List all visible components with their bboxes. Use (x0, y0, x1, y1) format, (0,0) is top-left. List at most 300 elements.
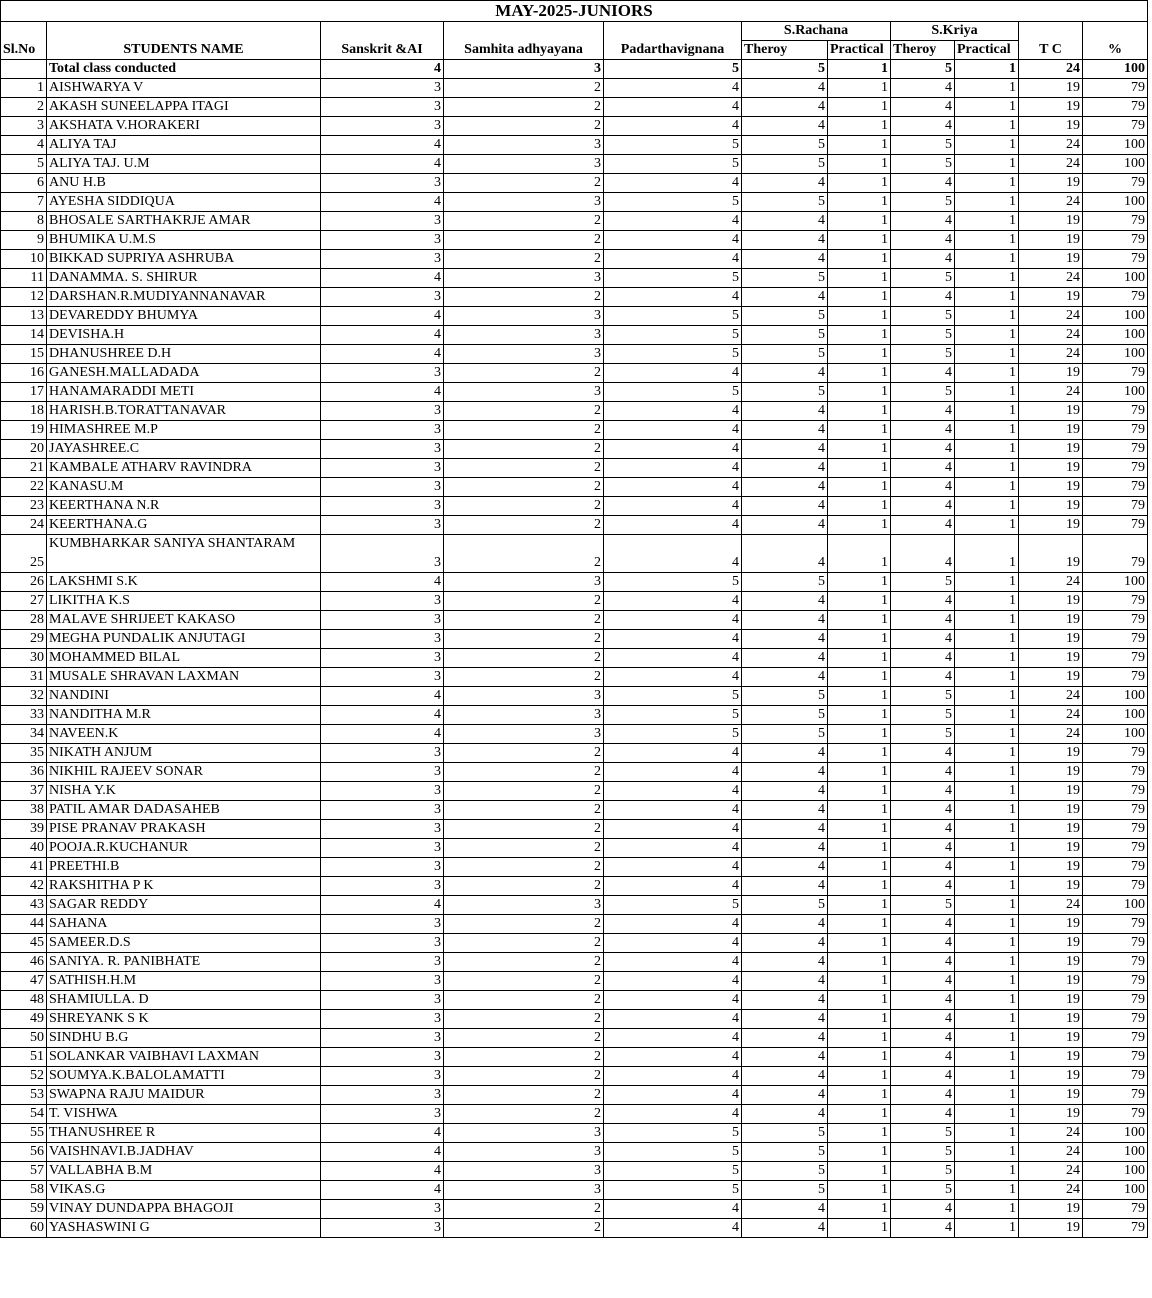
row-cell: 100 (1083, 136, 1148, 155)
row-student-name: POOJA.R.KUCHANUR (47, 839, 321, 858)
header-samhita: Samhita adhyayana (444, 41, 604, 60)
header-kriya-practical: Practical (955, 41, 1019, 60)
table-row (1, 136, 1148, 155)
row-cell: 5 (742, 193, 828, 212)
row-cell: 1 (955, 1200, 1019, 1219)
header-padartha: Padarthavignana (604, 41, 742, 60)
row-cell: 19 (1019, 212, 1083, 231)
row-cell: 4 (742, 744, 828, 763)
row-slno: 17 (1, 383, 47, 402)
row-cell: 4 (891, 440, 955, 459)
row-cell: 5 (891, 1162, 955, 1181)
row-cell: 3 (321, 649, 444, 668)
row-cell: 1 (828, 535, 891, 573)
row-student-name: VINAY DUNDAPPA BHAGOJI (47, 1200, 321, 1219)
row-cell: 3 (444, 573, 604, 592)
row-cell: 4 (891, 953, 955, 972)
table-row (1, 820, 1148, 839)
row-slno: 22 (1, 478, 47, 497)
row-cell: 2 (444, 440, 604, 459)
row-cell: 5 (891, 269, 955, 288)
row-cell: 5 (604, 155, 742, 174)
row-cell: 100 (1083, 573, 1148, 592)
row-cell: 4 (742, 1086, 828, 1105)
row-slno: 35 (1, 744, 47, 763)
row-cell: 4 (604, 1010, 742, 1029)
table-row (1, 364, 1148, 383)
row-cell: 19 (1019, 953, 1083, 972)
row-cell: 3 (321, 592, 444, 611)
row-cell: 4 (742, 1219, 828, 1238)
row-cell: 2 (444, 1029, 604, 1048)
row-cell: 1 (955, 98, 1019, 117)
row-cell: 2 (444, 839, 604, 858)
row-cell: 19 (1019, 98, 1083, 117)
row-cell: 3 (321, 250, 444, 269)
row-cell: 1 (828, 1067, 891, 1086)
row-cell: 19 (1019, 231, 1083, 250)
row-slno: 45 (1, 934, 47, 953)
row-cell: 1 (828, 649, 891, 668)
header-spacer (604, 22, 742, 41)
row-cell: 3 (321, 972, 444, 991)
row-cell: 1 (828, 1181, 891, 1200)
row-cell: 4 (742, 478, 828, 497)
row-cell: 5 (891, 573, 955, 592)
row-slno: 7 (1, 193, 47, 212)
row-cell: 5 (891, 136, 955, 155)
row-slno: 28 (1, 611, 47, 630)
table-row (1, 1029, 1148, 1048)
table-row (1, 896, 1148, 915)
row-cell: 4 (891, 364, 955, 383)
row-cell: 19 (1019, 877, 1083, 896)
row-cell: 4 (891, 782, 955, 801)
row-cell: 4 (321, 383, 444, 402)
row-slno: 58 (1, 1181, 47, 1200)
row-cell: 4 (742, 649, 828, 668)
row-cell: 4 (604, 1048, 742, 1067)
row-cell: 19 (1019, 782, 1083, 801)
total-cell: 24 (1019, 60, 1083, 79)
row-cell: 1 (955, 1067, 1019, 1086)
row-student-name: PREETHI.B (47, 858, 321, 877)
row-cell: 19 (1019, 364, 1083, 383)
row-cell: 5 (604, 307, 742, 326)
row-cell: 1 (955, 744, 1019, 763)
row-cell: 1 (828, 858, 891, 877)
row-cell: 1 (955, 1086, 1019, 1105)
row-cell: 4 (891, 421, 955, 440)
row-cell: 19 (1019, 516, 1083, 535)
row-cell: 5 (891, 307, 955, 326)
total-cell: 1 (828, 60, 891, 79)
row-cell: 5 (742, 706, 828, 725)
row-cell: 1 (955, 402, 1019, 421)
row-cell: 5 (604, 725, 742, 744)
row-cell: 3 (321, 1086, 444, 1105)
row-slno: 33 (1, 706, 47, 725)
row-cell: 4 (604, 839, 742, 858)
row-slno: 20 (1, 440, 47, 459)
row-cell: 5 (604, 1124, 742, 1143)
row-cell: 1 (955, 972, 1019, 991)
row-cell: 1 (955, 1181, 1019, 1200)
row-cell: 2 (444, 611, 604, 630)
row-cell: 1 (955, 288, 1019, 307)
header-spacer (321, 22, 444, 41)
row-cell: 2 (444, 630, 604, 649)
row-cell: 1 (828, 744, 891, 763)
row-cell: 5 (891, 1181, 955, 1200)
row-student-name: HIMASHREE M.P (47, 421, 321, 440)
row-student-name: ANU H.B (47, 174, 321, 193)
row-cell: 2 (444, 231, 604, 250)
row-student-name: PISE PRANAV PRAKASH (47, 820, 321, 839)
row-cell: 3 (321, 801, 444, 820)
row-cell: 1 (828, 117, 891, 136)
row-cell: 24 (1019, 1162, 1083, 1181)
row-cell: 5 (742, 1143, 828, 1162)
row-slno: 57 (1, 1162, 47, 1181)
row-student-name: SOUMYA.K.BALOLAMATTI (47, 1067, 321, 1086)
header-sanskrit: Sanskrit &AI (321, 41, 444, 60)
row-cell: 4 (742, 440, 828, 459)
row-cell: 1 (828, 402, 891, 421)
row-cell: 24 (1019, 1143, 1083, 1162)
table-row (1, 212, 1148, 231)
row-cell: 4 (604, 668, 742, 687)
row-cell: 5 (891, 725, 955, 744)
row-cell: 3 (444, 155, 604, 174)
row-cell: 3 (444, 687, 604, 706)
row-cell: 2 (444, 744, 604, 763)
header-kriya-theory: Theroy (891, 41, 955, 60)
row-cell: 79 (1083, 231, 1148, 250)
table-row (1, 326, 1148, 345)
row-cell: 4 (604, 535, 742, 573)
row-cell: 4 (891, 250, 955, 269)
row-cell: 1 (955, 858, 1019, 877)
row-slno: 21 (1, 459, 47, 478)
row-cell: 19 (1019, 649, 1083, 668)
row-cell: 3 (321, 782, 444, 801)
row-student-name: SAMEER.D.S (47, 934, 321, 953)
row-cell: 100 (1083, 307, 1148, 326)
row-student-name: RAKSHITHA P K (47, 877, 321, 896)
header-rachana-theory: Theroy (742, 41, 828, 60)
row-cell: 5 (604, 1143, 742, 1162)
row-cell: 4 (742, 1010, 828, 1029)
row-student-name: MOHAMMED BILAL (47, 649, 321, 668)
row-slno: 9 (1, 231, 47, 250)
row-cell: 1 (828, 155, 891, 174)
row-cell: 1 (955, 345, 1019, 364)
row-cell: 4 (891, 763, 955, 782)
row-cell: 1 (828, 1086, 891, 1105)
row-cell: 4 (742, 972, 828, 991)
row-cell: 4 (604, 516, 742, 535)
row-cell: 79 (1083, 1105, 1148, 1124)
row-cell: 2 (444, 117, 604, 136)
row-cell: 3 (444, 1162, 604, 1181)
header-students-name: STUDENTS NAME (47, 41, 321, 60)
row-cell: 4 (742, 763, 828, 782)
row-cell: 79 (1083, 934, 1148, 953)
row-cell: 1 (955, 573, 1019, 592)
row-cell: 1 (955, 763, 1019, 782)
row-cell: 19 (1019, 763, 1083, 782)
row-cell: 3 (321, 1067, 444, 1086)
row-cell: 3 (321, 117, 444, 136)
row-cell: 4 (604, 1219, 742, 1238)
row-cell: 1 (955, 592, 1019, 611)
row-cell: 4 (604, 630, 742, 649)
row-cell: 79 (1083, 440, 1148, 459)
row-cell: 100 (1083, 1143, 1148, 1162)
row-cell: 3 (321, 763, 444, 782)
row-cell: 79 (1083, 535, 1148, 573)
row-slno: 25 (1, 535, 47, 573)
row-cell: 1 (828, 839, 891, 858)
row-cell: 2 (444, 421, 604, 440)
table-row (1, 763, 1148, 782)
total-cell: 5 (604, 60, 742, 79)
row-cell: 79 (1083, 1219, 1148, 1238)
row-student-name: ALIYA TAJ. U.M (47, 155, 321, 174)
row-cell: 1 (828, 98, 891, 117)
row-cell: 1 (828, 136, 891, 155)
row-cell: 5 (604, 896, 742, 915)
row-slno: 37 (1, 782, 47, 801)
row-cell: 5 (604, 193, 742, 212)
row-cell: 5 (742, 155, 828, 174)
table-row (1, 573, 1148, 592)
row-cell: 4 (321, 136, 444, 155)
row-cell: 4 (604, 782, 742, 801)
total-cell: 5 (742, 60, 828, 79)
row-cell: 79 (1083, 1029, 1148, 1048)
row-cell: 4 (604, 934, 742, 953)
table-row (1, 307, 1148, 326)
row-cell: 5 (891, 1143, 955, 1162)
header-spacer (1, 22, 47, 41)
row-cell: 4 (742, 402, 828, 421)
row-cell: 1 (828, 364, 891, 383)
row-cell: 2 (444, 592, 604, 611)
row-cell: 79 (1083, 668, 1148, 687)
row-cell: 1 (955, 953, 1019, 972)
row-cell: 19 (1019, 440, 1083, 459)
row-cell: 4 (891, 668, 955, 687)
total-cell: 4 (321, 60, 444, 79)
row-slno: 49 (1, 1010, 47, 1029)
row-cell: 4 (604, 98, 742, 117)
row-cell: 4 (321, 896, 444, 915)
row-cell: 1 (828, 1048, 891, 1067)
row-cell: 3 (444, 383, 604, 402)
row-cell: 4 (891, 877, 955, 896)
row-cell: 1 (828, 725, 891, 744)
total-cell: 1 (955, 60, 1019, 79)
row-student-name: KUMBHARKAR SANIYA SHANTARAM (47, 535, 321, 573)
row-cell: 3 (444, 345, 604, 364)
row-cell: 4 (321, 725, 444, 744)
row-cell: 4 (604, 478, 742, 497)
row-cell: 19 (1019, 820, 1083, 839)
row-slno: 44 (1, 915, 47, 934)
row-cell: 79 (1083, 763, 1148, 782)
row-student-name: VALLABHA B.M (47, 1162, 321, 1181)
row-cell: 4 (891, 1219, 955, 1238)
row-slno: 23 (1, 497, 47, 516)
row-student-name: SHREYANK S K (47, 1010, 321, 1029)
row-cell: 4 (742, 1067, 828, 1086)
header-spacer (47, 22, 321, 41)
row-student-name: SINDHU B.G (47, 1029, 321, 1048)
row-cell: 2 (444, 1086, 604, 1105)
row-cell: 79 (1083, 801, 1148, 820)
row-cell: 24 (1019, 1181, 1083, 1200)
row-slno: 26 (1, 573, 47, 592)
row-cell: 4 (742, 250, 828, 269)
row-cell: 1 (955, 478, 1019, 497)
total-label: Total class conducted (47, 60, 321, 79)
row-slno: 30 (1, 649, 47, 668)
row-slno: 52 (1, 1067, 47, 1086)
row-cell: 4 (604, 288, 742, 307)
row-cell: 4 (604, 174, 742, 193)
row-student-name: T. VISHWA (47, 1105, 321, 1124)
row-cell: 3 (321, 174, 444, 193)
row-cell: 2 (444, 79, 604, 98)
table-row (1, 288, 1148, 307)
row-cell: 4 (604, 421, 742, 440)
row-cell: 3 (321, 497, 444, 516)
row-slno: 51 (1, 1048, 47, 1067)
table-row (1, 592, 1148, 611)
row-cell: 4 (891, 592, 955, 611)
row-cell: 100 (1083, 1124, 1148, 1143)
table-row (1, 383, 1148, 402)
table-row (1, 117, 1148, 136)
row-cell: 100 (1083, 383, 1148, 402)
row-cell: 3 (444, 706, 604, 725)
row-cell: 4 (742, 516, 828, 535)
row-cell: 19 (1019, 79, 1083, 98)
row-cell: 100 (1083, 345, 1148, 364)
row-cell: 4 (742, 212, 828, 231)
row-cell: 24 (1019, 345, 1083, 364)
header-spacer (444, 22, 604, 41)
row-cell: 100 (1083, 706, 1148, 725)
row-cell: 79 (1083, 364, 1148, 383)
row-cell: 3 (444, 193, 604, 212)
row-cell: 1 (828, 972, 891, 991)
row-cell: 4 (742, 611, 828, 630)
row-cell: 4 (891, 801, 955, 820)
row-cell: 100 (1083, 1181, 1148, 1200)
row-cell: 24 (1019, 269, 1083, 288)
row-cell: 4 (742, 592, 828, 611)
row-cell: 4 (891, 174, 955, 193)
row-cell: 24 (1019, 155, 1083, 174)
row-cell: 4 (742, 877, 828, 896)
table-row (1, 421, 1148, 440)
row-cell: 4 (891, 231, 955, 250)
row-cell: 1 (955, 801, 1019, 820)
row-cell: 1 (828, 440, 891, 459)
row-cell: 1 (955, 915, 1019, 934)
row-cell: 4 (604, 858, 742, 877)
row-cell: 79 (1083, 117, 1148, 136)
row-cell: 4 (604, 820, 742, 839)
row-cell: 19 (1019, 497, 1083, 516)
row-cell: 1 (828, 668, 891, 687)
row-cell: 4 (742, 991, 828, 1010)
row-student-name: THANUSHREE R (47, 1124, 321, 1143)
row-cell: 1 (955, 725, 1019, 744)
row-student-name: DEVISHA.H (47, 326, 321, 345)
row-cell: 1 (955, 212, 1019, 231)
row-cell: 1 (955, 991, 1019, 1010)
row-cell: 2 (444, 535, 604, 573)
table-row (1, 345, 1148, 364)
row-cell: 5 (604, 345, 742, 364)
table-row (1, 668, 1148, 687)
row-cell: 1 (955, 535, 1019, 573)
row-cell: 2 (444, 991, 604, 1010)
row-student-name: AISHWARYA V (47, 79, 321, 98)
row-cell: 3 (321, 953, 444, 972)
row-cell: 3 (321, 364, 444, 383)
row-cell: 100 (1083, 896, 1148, 915)
row-cell: 2 (444, 801, 604, 820)
table-row (1, 1010, 1148, 1029)
row-cell: 3 (321, 630, 444, 649)
row-cell: 19 (1019, 1067, 1083, 1086)
row-cell: 19 (1019, 972, 1083, 991)
row-cell: 3 (321, 288, 444, 307)
row-cell: 2 (444, 1010, 604, 1029)
row-cell: 3 (321, 934, 444, 953)
row-slno: 13 (1, 307, 47, 326)
row-slno: 14 (1, 326, 47, 345)
row-student-name: MEGHA PUNDALIK ANJUTAGI (47, 630, 321, 649)
row-cell: 24 (1019, 326, 1083, 345)
table-row (1, 1067, 1148, 1086)
row-cell: 4 (742, 1029, 828, 1048)
row-cell: 2 (444, 478, 604, 497)
row-cell: 19 (1019, 839, 1083, 858)
row-cell: 5 (891, 706, 955, 725)
row-cell: 1 (955, 668, 1019, 687)
row-slno: 10 (1, 250, 47, 269)
row-cell: 79 (1083, 972, 1148, 991)
row-slno: 8 (1, 212, 47, 231)
row-cell: 2 (444, 972, 604, 991)
row-cell: 3 (444, 896, 604, 915)
row-cell: 4 (891, 915, 955, 934)
row-cell: 4 (321, 1181, 444, 1200)
row-cell: 19 (1019, 801, 1083, 820)
row-slno: 40 (1, 839, 47, 858)
row-cell: 79 (1083, 212, 1148, 231)
row-cell: 1 (828, 611, 891, 630)
row-cell: 1 (828, 801, 891, 820)
row-cell: 4 (891, 288, 955, 307)
row-cell: 3 (321, 1010, 444, 1029)
